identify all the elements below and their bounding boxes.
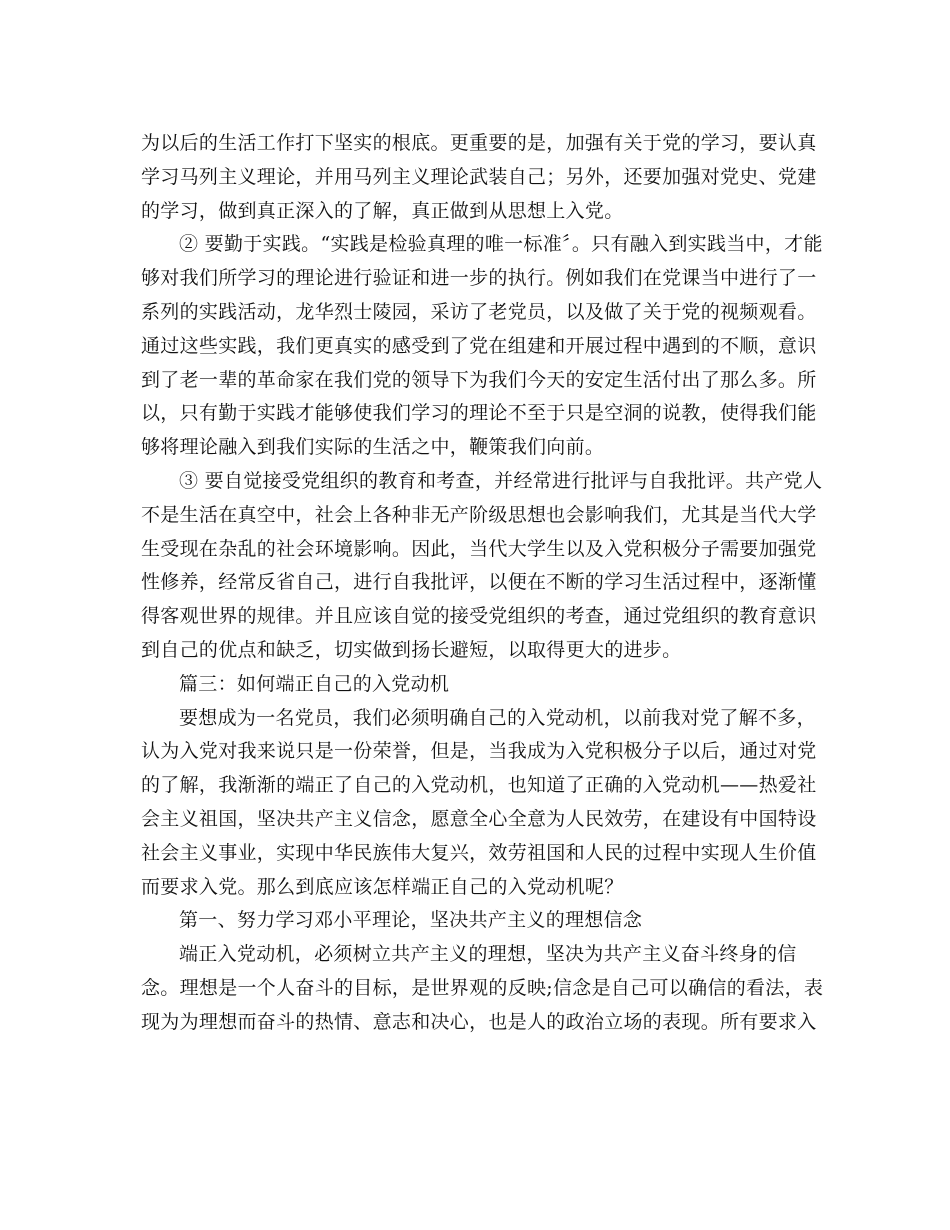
text-line: 现为为理想而奋斗的热情、意志和决心，也是人的政治立场的表现。所有要求入	[141, 1010, 817, 1033]
text-line: 端正入党动机，必须树立共产主义的理想，坚决为共产主义奋斗终身的信	[179, 943, 797, 966]
text-line: 为以后的生活工作打下坚实的根底。更重要的是，加强有关于党的学习，要认真	[141, 132, 817, 154]
text-line: 第一、努力学习邓小平理论，坚决共产主义的理想信念	[179, 909, 643, 932]
document-body	[141, 127, 824, 1040]
text-line: 不是生活在真空中，社会上各种非无产阶级思想也会影响我们，尤其是当代大学	[141, 503, 817, 526]
text-line: 社会主义事业，实现中华民族伟大复兴，效劳祖国和人民的过程中实现人生价值	[141, 841, 817, 864]
text-line: 得客观世界的规律。并且应该自觉的接受党组织的考查，通过党组织的教育意识	[141, 605, 817, 628]
text-line: 系列的实践活动，龙华烈士陵园，采访了老党员，以及做了关于党的视频观看。	[141, 300, 817, 323]
text-line: 的学习，做到真正深入的了解，真正做到从思想上入党。	[141, 199, 624, 222]
text-line: 性修养，经常反省自己，进行自我批评，以便在不断的学习生活过程中，逐渐懂	[141, 571, 817, 594]
text-line: 要想成为一名党员，我们必须明确自己的入党动机，以前我对党了解不多，	[179, 706, 816, 729]
text-line: 学习马列主义理论，并用马列主义理论武装自己；另外，还要加强对党史、党建	[141, 165, 817, 188]
text-line: 生受现在杂乱的社会环境影响。因此，当代大学生以及入党积极分子需要加强党	[141, 537, 817, 560]
text-line: 会主义祖国，坚决共产主义信念，愿意全心全意为人民效劳，在建设有中国特设	[141, 807, 817, 830]
text-line: 够将理论融入到我们实际的生活之中，鞭策我们向前。	[141, 436, 605, 459]
text-line: 念。理想是一个人奋斗的目标，是世界观的反映;信念是自己可以确信的看法，表	[141, 976, 824, 999]
text-line: 通过这些实践，我们更真实的感受到了党在组建和开展过程中遇到的不顺，意识	[141, 334, 817, 357]
text-line: ② 要勤于实践。“实践是检验真理的唯一标准〞。只有融入到实践当中，才能	[179, 233, 823, 256]
text-line: 够对我们所学习的理论进行验证和进一步的执行。例如我们在党课当中进行了一	[141, 267, 817, 290]
text-line: 到了老一辈的革命家在我们党的领导下为我们今天的安定生活付出了那么多。所	[141, 368, 817, 391]
text-line: 的了解，我渐渐的端正了自己的入党动机，也知道了正确的入党动机——热爱社	[141, 774, 817, 797]
text-line: 而要求入党。那么到底应该怎样端正自己的入党动机呢？	[141, 875, 624, 898]
text-line: 以，只有勤于实践才能够使我们学习的理论不至于只是空洞的说教，使得我们能	[141, 402, 817, 425]
text-line: 到自己的优点和缺乏，切实做到扬长避短，以取得更大的进步。	[141, 638, 682, 661]
text-line: ③ 要自觉接受党组织的教育和考查，并经常进行批评与自我批评。共产党人	[179, 469, 823, 492]
text-line: 认为入党对我来说只是一份荣誉，但是，当我成为入党积极分子以后，通过对党	[141, 740, 817, 763]
text-line: 篇三：如何端正自己的入党动机	[179, 672, 450, 695]
